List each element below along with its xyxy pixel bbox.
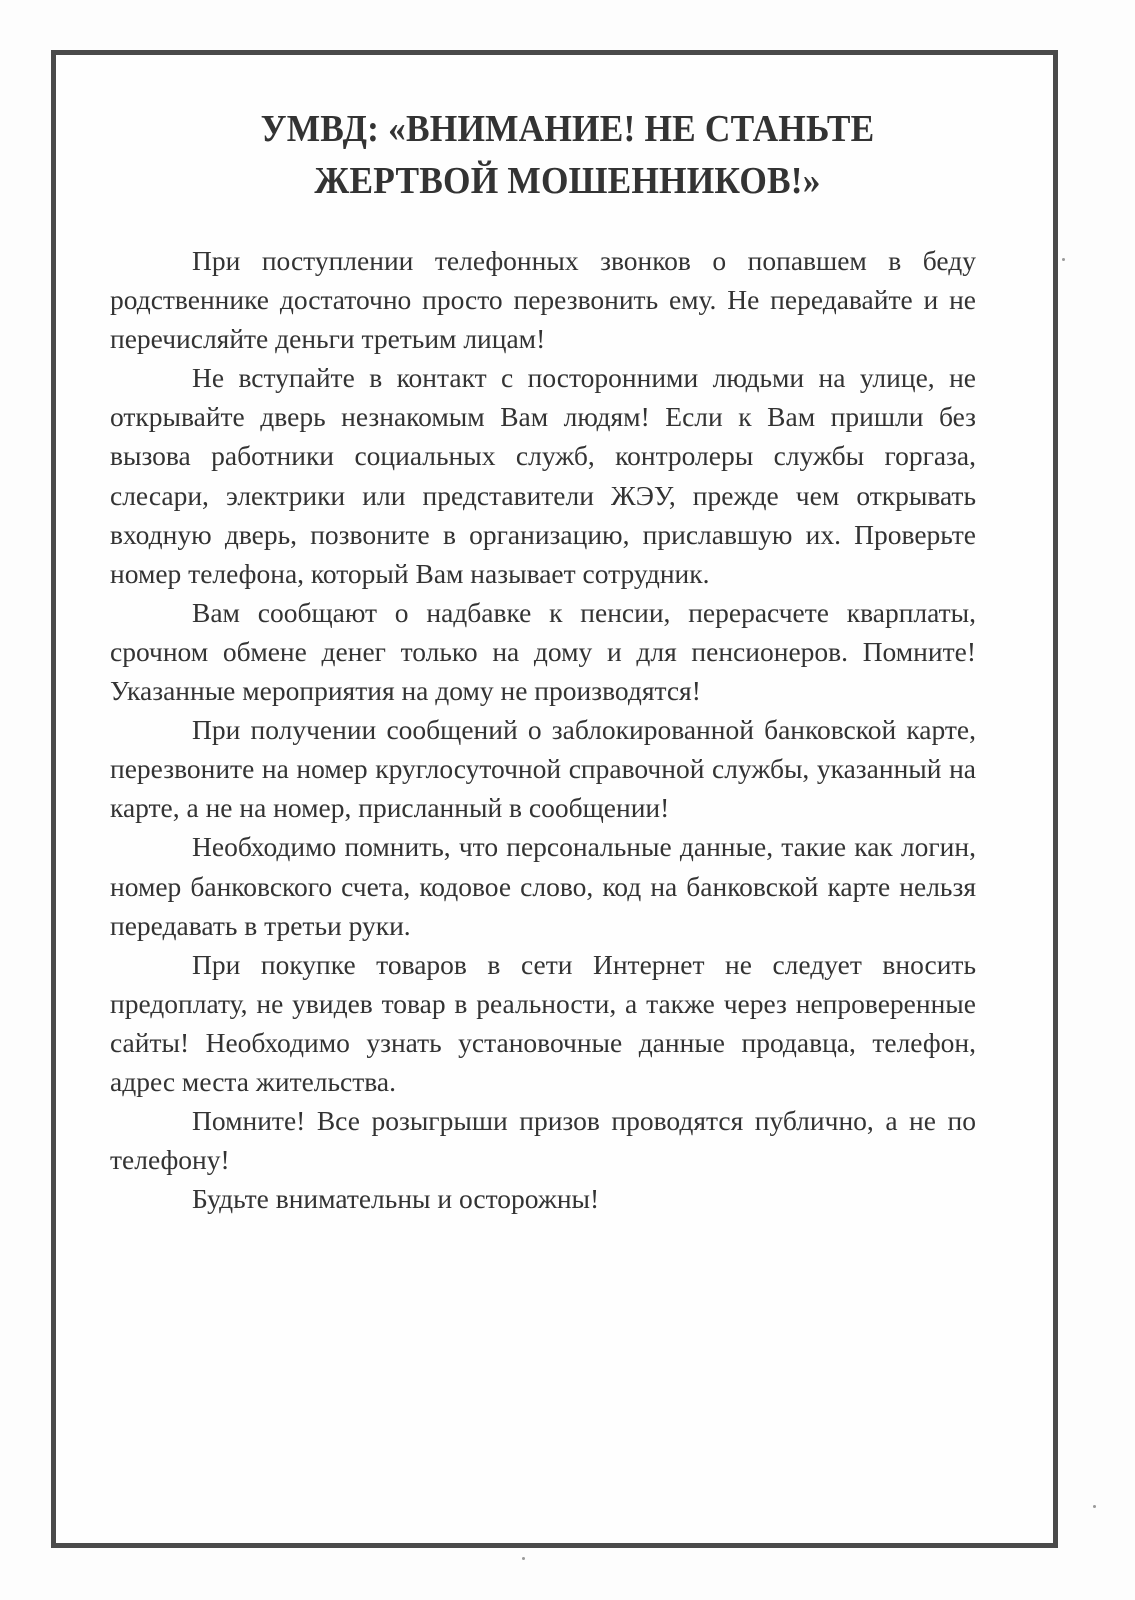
notice-body <box>110 241 976 1218</box>
title-line-2: ЖЕРТВОЙ МОШЕННИКОВ!» <box>314 160 821 202</box>
paragraph-prize-draws: Помните! Все розыгрыши призов проводятся публично, а не по телефону! <box>110 1105 976 1176</box>
notice-title <box>40 103 1096 207</box>
scan-speck <box>1093 1505 1096 1508</box>
paragraph-blocked-card: При получении сообщений о заблокированной банковской карте, перезвоните на номер круглосуточной справочной службы, указанный на карте, а не на номер, присланный в сообщении! <box>110 714 976 824</box>
scan-speck <box>522 1557 525 1560</box>
title-line-1: УМВД: «ВНИМАНИЕ! НЕ СТАНЬТЕ <box>260 108 875 150</box>
paragraph-personal-data: Необходимо помнить, что персональные данные, такие как логин, номер банковского счета, кодовое слово, код на банковской карте нельзя передавать в третьи руки. <box>110 831 976 941</box>
scan-speck <box>1062 258 1065 261</box>
paragraph-online-purchases: При покупке товаров в сети Интернет не следует вносить предоплату, не увидев товар в реальности, а также через непроверенные сайты! Необходимо узнать установочные данные продавца, телефон, адрес места жительства. <box>110 948 976 1097</box>
paragraph-relative-call: При поступлении телефонных звонков о попавшем в беду родственнике достаточно просто перезвонить ему. Не передавайте и не перечисляйте деньги третьим лицам! <box>110 245 976 355</box>
paragraph-strangers-door: Не вступайте в контакт с посторонними людьми на улице, не открывайте дверь незнакомым Вам людям! Если к Вам пришли без вызова работники социальных служб, контролеры службы горгаза, слесари, электрики или представители ЖЭУ, прежде чем открывать входную дверь, позвоните в организацию, приславшую их. Проверьте номер телефона, который Вам называет сотрудник. <box>110 362 976 589</box>
paragraph-be-careful: Будьте внимательны и осторожны! <box>192 1183 600 1215</box>
paragraph-pension-bonus: Вам сообщают о надбавке к пенсии, перерасчете кварплаты, срочном обмене денег только на дому и для пенсионеров. Помните! Указанные мероприятия на дому не производятся! <box>110 596 976 707</box>
